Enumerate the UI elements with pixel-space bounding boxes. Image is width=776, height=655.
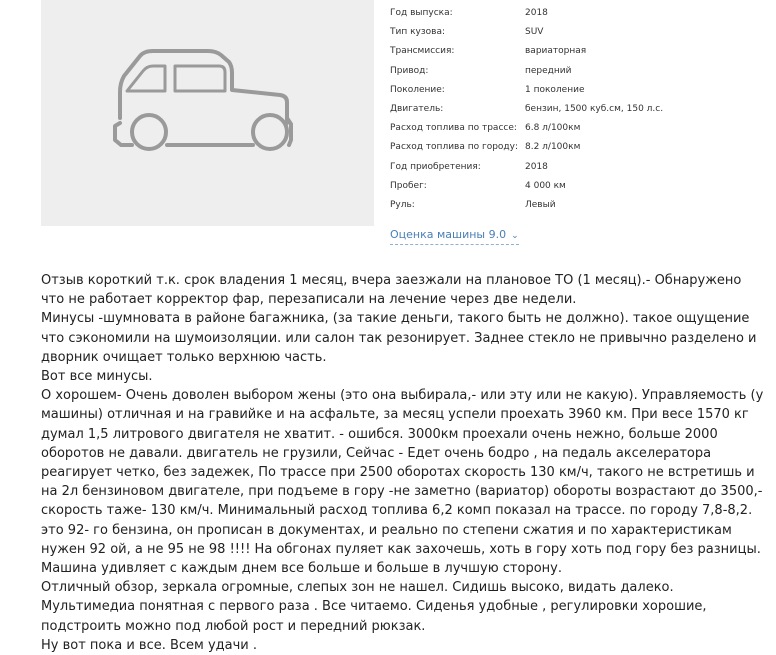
- spec-row: [390, 42, 770, 61]
- spec-row: [390, 81, 770, 100]
- spec-value: 2018: [525, 161, 548, 172]
- spec-value: Левый: [525, 199, 556, 210]
- spec-label: Пробег:: [390, 180, 427, 191]
- spec-row: [390, 138, 770, 157]
- spec-row: [390, 62, 770, 81]
- review-paragraph: О хорошем- Очень доволен выбором жены (это она выбирала,- или эту или не какую). Управляемость (у машины) отличная и на гравийке и на асфальте, за месяц успели проехать 3960 км. При весе 1570 кг думал 1,5 литрового двигателя не хватит. - ошибся. 3000км проехали очень нежно, больше 2000 оборотов не давали. двигатель не грузили, Сейчас - Едет очень бодро , на педаль акселератора реагирует четко, без задежек, По трассе при 2500 оборотах скорость 130 км/ч, такого не встретишь и на 2л бензиновом двигателе, при подъеме в гору -не заметно (вариатор) обороты возрастают до 3500,- скорость таже- 130 км/ч. Минимальный расход топлива 6,2 комп показал на трассе. по городу 7,8-8,2. это 92- го бензина, он прописан в документах, и реально по степени сжатия и по характеристикам нужен 92 ой, а не 95 не 98 !!!! На обгонах пуляет как захочешь, хоть в гору хоть под гору без разницы. Машина удивляет с каждым днем все больше и больше в лучшую сторону.: [41, 388, 764, 577]
- spec-label: Тип кузова:: [390, 27, 445, 38]
- spec-label: Расход топлива по городу:: [390, 142, 519, 153]
- spec-value: бензин, 1500 куб.см, 150 л.с.: [525, 103, 664, 114]
- spec-label: Трансмиссия:: [390, 46, 455, 57]
- rating-link[interactable]: [390, 227, 519, 245]
- spec-value: передний: [525, 65, 572, 76]
- specs-table: [390, 4, 770, 215]
- spec-value: SUV: [525, 27, 544, 38]
- spec-value: 4 000 км: [525, 180, 566, 191]
- chevron-down-icon[interactable]: ⌄: [511, 231, 519, 241]
- spec-row: [390, 4, 770, 23]
- spec-value: 2018: [525, 8, 548, 18]
- spec-row: [390, 23, 770, 42]
- spec-label: Привод:: [390, 65, 429, 76]
- spec-row: [390, 196, 770, 215]
- spec-row: [390, 158, 770, 177]
- spec-value: вариаторная: [525, 46, 587, 57]
- review-paragraph: Отличный обзор, зеркала огромные, слепых зон не нашел. Сидишь высоко, видать далеко. Мультимедиа понятная с первого раза . Все читаемо. Сиденья удобные , регулировки хорошие, подстроить можно под любой рост и передний рюкзак.: [41, 580, 707, 634]
- review-paragraph: Минусы -шумновата в районе багажника, (за такие деньги, такого быть не должно). такое ощущение что сэкономили на шумоизоляции. или салон так резонирует. Заднее стекло не привычно разделено и дворник очищает только верхнюю часть.: [41, 311, 757, 365]
- car-photo-placeholder: [41, 0, 374, 226]
- spec-label: Год приобретения:: [390, 161, 481, 172]
- spec-row: [390, 100, 770, 119]
- review-paragraph: Ну вот пока и все. Всем удачи .: [41, 637, 258, 653]
- review-text: [41, 271, 766, 655]
- spec-value: 1 поколение: [525, 84, 585, 95]
- review-paragraph: Вот все минусы.: [41, 369, 153, 385]
- spec-row: [390, 177, 770, 196]
- spec-value: 8.2 л/100км: [525, 142, 581, 153]
- spec-value: 6.8 л/100км: [525, 123, 581, 134]
- spec-label: Двигатель:: [390, 103, 444, 114]
- spec-label: Расход топлива по трассе:: [390, 123, 517, 134]
- car-silhouette-icon: [41, 0, 374, 226]
- review-paragraph: Отзыв короткий т.к. срок владения 1 месяц, вчера заезжали на плановое ТО (1 месяц).- Обнаружено что не работает корректор фар, перезаписали на лечение через две недели.: [41, 273, 742, 308]
- spec-label: Поколение:: [390, 84, 445, 95]
- spec-row: [390, 119, 770, 138]
- rating-label[interactable]: Оценка машины 9.0: [390, 228, 507, 241]
- spec-label: Руль:: [390, 199, 415, 210]
- spec-label: Год выпуска:: [390, 8, 453, 18]
